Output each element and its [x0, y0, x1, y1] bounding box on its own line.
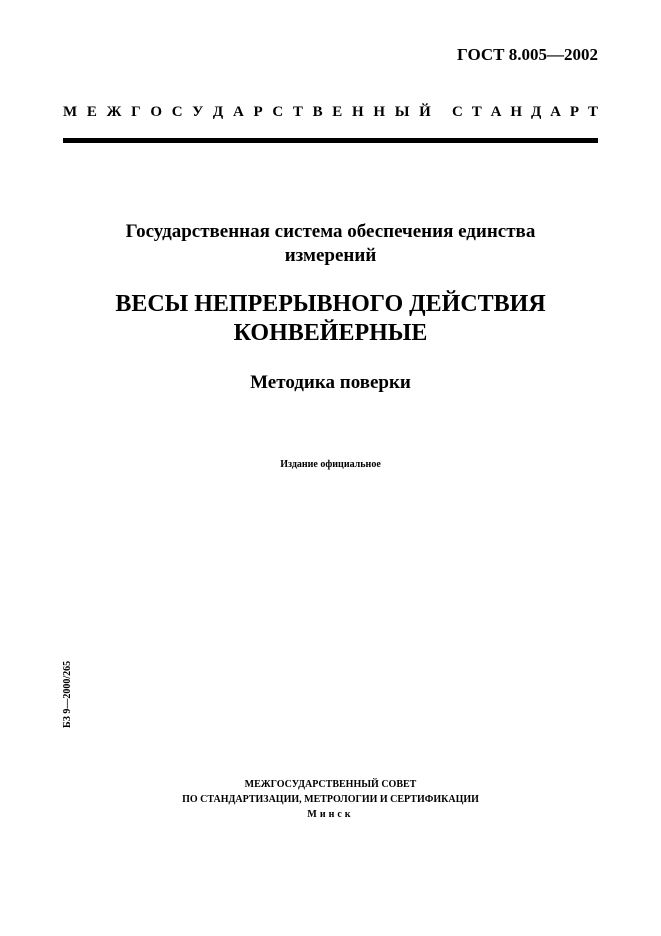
heading-letter: С: [452, 104, 463, 120]
heading-letter: Р: [569, 104, 580, 120]
heading-letter: Ы: [394, 104, 410, 120]
system-title: [63, 220, 598, 268]
heading-letter: М: [63, 104, 78, 120]
publisher-line-2: ПО СТАНДАРТИЗАЦИИ, МЕТРОЛОГИИ И СЕРТИФИКАЦИИ: [182, 794, 479, 805]
heading-letter: А: [490, 104, 502, 120]
standard-kind-word-2: [452, 104, 598, 121]
heading-letter: А: [550, 104, 561, 120]
heading-letter: В: [312, 104, 323, 120]
standard-kind-word-1: [63, 104, 431, 121]
main-title-line-1: ВЕСЫ НЕПРЕРЫВНОГО ДЕЙСТВИЯ: [115, 291, 546, 317]
system-title-line-1: Государственная система обеспечения единства: [125, 221, 536, 242]
publisher-block: [63, 777, 598, 822]
publisher-city: Минск: [307, 809, 354, 820]
heading-letter: Н: [510, 104, 523, 120]
heading-letter: Е: [332, 104, 343, 120]
heading-letter: С: [171, 104, 183, 120]
subtitle: Методика поверки: [250, 372, 411, 393]
heading-letter: Т: [471, 104, 482, 120]
heading-letter: Н: [351, 104, 364, 120]
heading-letter: Д: [530, 104, 542, 120]
heading-letter: Н: [373, 104, 385, 120]
standard-kind-heading: [63, 104, 598, 121]
heading-letter: У: [192, 104, 204, 120]
system-title-line-2: измерений: [284, 245, 377, 266]
heading-letter: Т: [587, 104, 598, 120]
heading-letter: Й: [419, 104, 431, 120]
publisher-line-1: МЕЖГОСУДАРСТВЕННЫЙ СОВЕТ: [244, 779, 417, 790]
heading-letter: Т: [292, 104, 303, 120]
header-divider: [63, 138, 598, 143]
heading-letter: Г: [131, 104, 141, 120]
heading-letter: С: [272, 104, 284, 120]
edition-label: Издание официальное: [280, 459, 381, 470]
document-number: ГОСТ 8.005—2002: [457, 45, 598, 64]
heading-letter: Д: [212, 104, 224, 120]
main-title-line-2: КОНВЕЙЕРНЫЕ: [233, 320, 428, 346]
main-title: [63, 290, 598, 348]
side-code: БЗ 9—2000/265: [62, 660, 73, 728]
heading-letter: О: [150, 104, 162, 120]
heading-letter: Е: [86, 104, 97, 120]
heading-letter: Р: [253, 104, 263, 120]
heading-letter: А: [232, 104, 244, 120]
heading-letter: Ж: [106, 104, 122, 120]
